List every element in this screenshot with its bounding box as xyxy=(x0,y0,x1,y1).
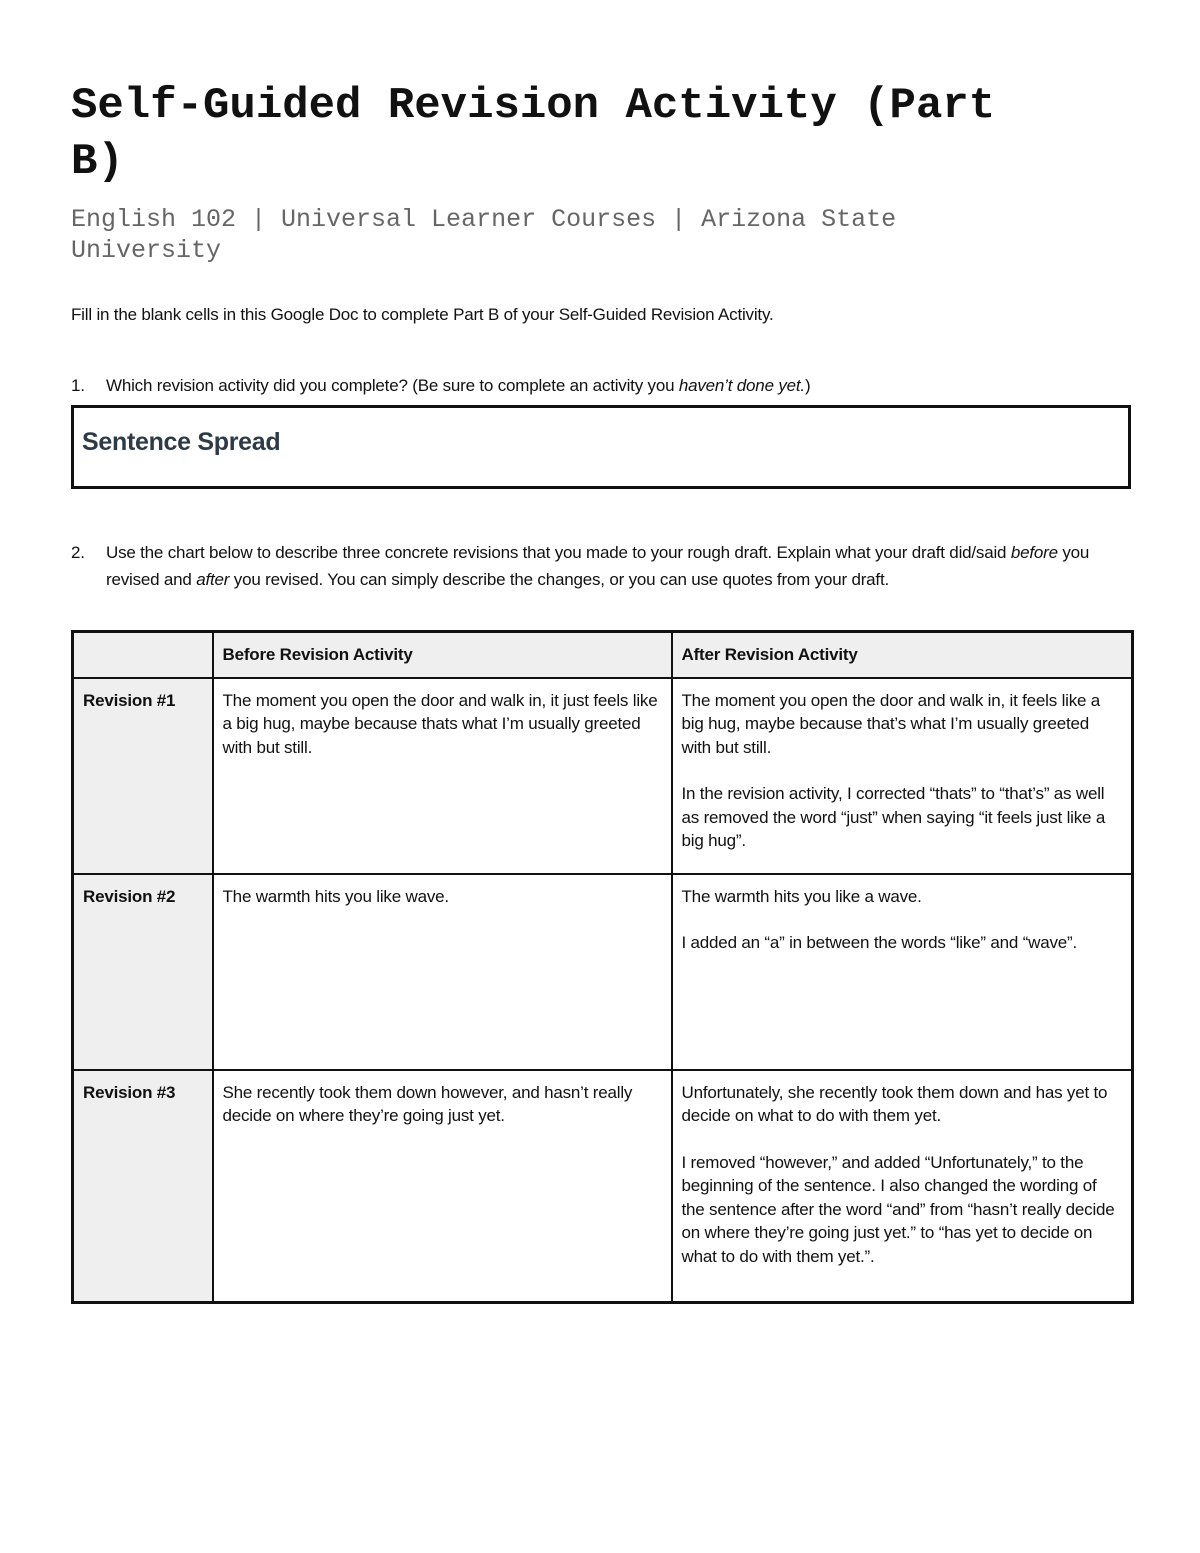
revision-2-before: The warmth hits you like wave. xyxy=(222,886,449,906)
revision-3-after: Unfortunately, she recently took them down and has yet to decide on what to do with them yet. xyxy=(681,1082,1108,1125)
intro-text: Fill in the blank cells in this Google Doc to complete Part B of your Self-Guided Revision Activity. xyxy=(71,305,774,324)
revision-3-before: She recently took them down however, and hasn’t really decide on where they’re going just yet. xyxy=(222,1082,633,1125)
revision-1-label: Revision #1 xyxy=(73,678,213,874)
revision-2-before-cell[interactable] xyxy=(213,874,672,1070)
question-2 xyxy=(71,539,1131,593)
revision-1-after-cell[interactable] xyxy=(672,678,1133,874)
revision-2-after: The warmth hits you like a wave. xyxy=(681,886,922,906)
header-after: After Revision Activity xyxy=(672,632,1133,678)
table-row xyxy=(73,678,1133,874)
question-2-emphasis-after: after xyxy=(196,570,230,589)
document-title: Self-Guided Revision Activity (Part B) xyxy=(71,81,996,187)
question-1-answer-box[interactable] xyxy=(71,405,1131,489)
question-1-number: 1. xyxy=(71,376,85,395)
revision-2-after-cell[interactable] xyxy=(672,874,1133,1070)
revision-3-explanation: I removed “however,” and added “Unfortunately,” to the beginning of the sentence. I also changed the wording of the sentence after the word “and” from “hasn’t really decide on where they’re going just yet.” to “has yet to decide on what to do with them yet.”. xyxy=(681,1152,1115,1266)
question-2-text-end: you revised. You can simply describe the changes, or you can use quotes from your draft. xyxy=(229,570,889,589)
document-subtitle: English 102 | Universal Learner Courses | Arizona State University xyxy=(71,205,897,265)
table-row xyxy=(73,1070,1133,1303)
question-1-emphasis: haven’t done yet. xyxy=(678,376,805,395)
revision-1-before: The moment you open the door and walk in, it just feels like a big hug, maybe because thats what I’m usually greeted with but still. xyxy=(222,690,658,757)
revisions-table xyxy=(71,630,1134,1304)
revision-3-label: Revision #3 xyxy=(73,1070,213,1303)
header-before: Before Revision Activity xyxy=(213,632,672,678)
revision-3-after-cell[interactable] xyxy=(672,1070,1133,1303)
table-header-row xyxy=(73,632,1133,678)
question-2-text: Use the chart below to describe three concrete revisions that you made to your rough draft. Explain what your draft did/said xyxy=(106,543,1011,562)
question-2-number: 2. xyxy=(71,543,85,562)
question-2-text-mid: you revised and xyxy=(106,543,1090,589)
revision-2-explanation: I added an “a” in between the words “like” and “wave”. xyxy=(681,933,1078,952)
revision-2-label: Revision #2 xyxy=(73,874,213,1070)
header-blank-cell xyxy=(73,632,213,678)
revision-1-after: The moment you open the door and walk in, it feels like a big hug, maybe because that’s what I’m usually greeted with but still. xyxy=(681,690,1101,757)
question-1-answer: Sentence Spread xyxy=(82,428,281,456)
question-1-text-end: ) xyxy=(804,376,811,395)
table-row xyxy=(73,874,1133,1070)
revision-3-before-cell[interactable] xyxy=(213,1070,672,1303)
document-page xyxy=(71,78,1131,1304)
question-1-text: Which revision activity did you complete? (Be sure to complete an activity you xyxy=(106,376,679,395)
question-1 xyxy=(71,372,1131,399)
question-2-emphasis-before: before xyxy=(1010,543,1058,562)
revision-1-before-cell[interactable] xyxy=(213,678,672,874)
revision-1-explanation: In the revision activity, I corrected “thats” to “that’s” as well as removed the word “just” when saying “it feels just like a big hug”. xyxy=(681,784,1106,850)
